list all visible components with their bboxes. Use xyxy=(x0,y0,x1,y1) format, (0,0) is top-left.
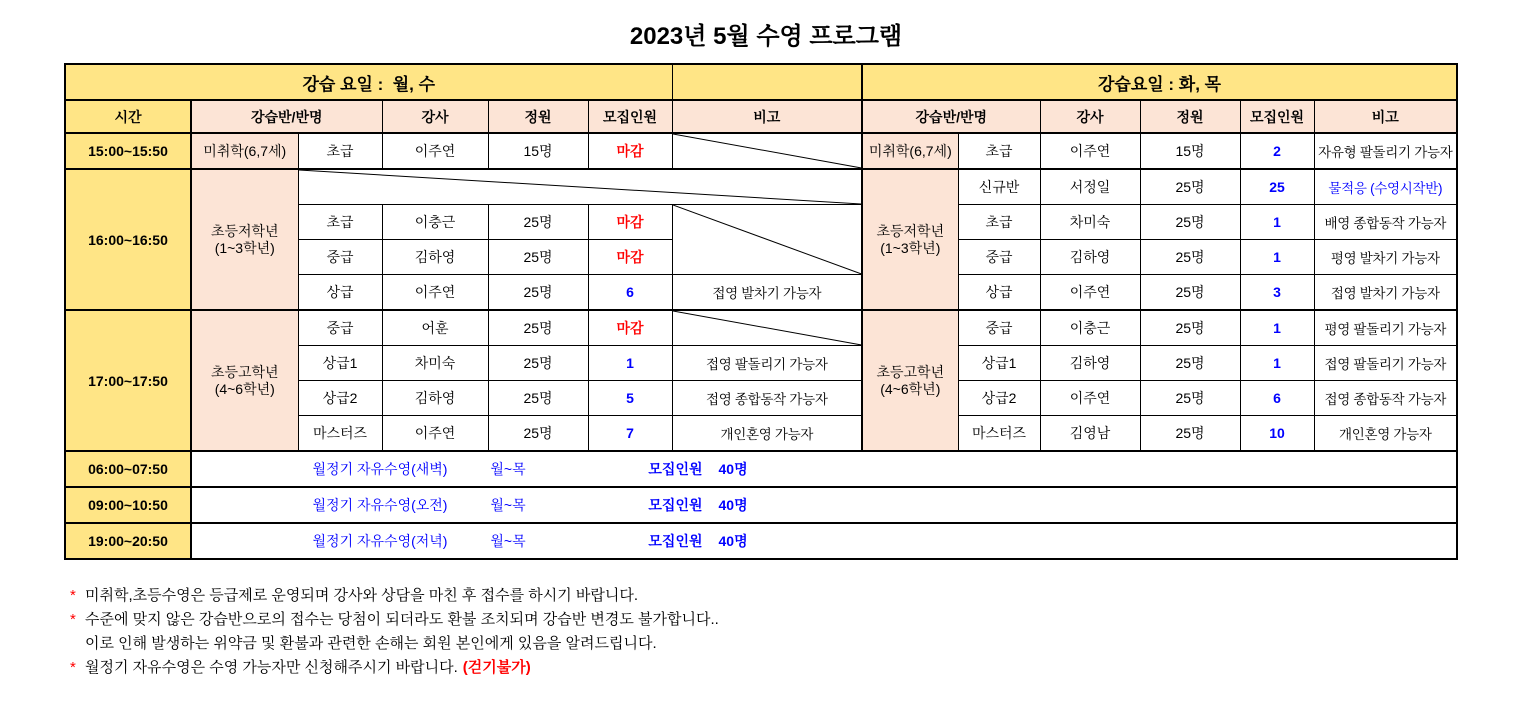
group-cell xyxy=(191,310,298,451)
footer-notes xyxy=(70,584,1532,680)
note-cell: 접영 팔돌리기 가능자 xyxy=(672,346,862,381)
header-gap-cell xyxy=(672,64,862,100)
recruit-cell: 1 xyxy=(588,346,672,381)
col-header-class-right: 강습반/반명 xyxy=(862,100,1040,133)
free-swim-cell xyxy=(191,487,1457,523)
instructor-cell: 김하영 xyxy=(1040,346,1140,381)
capacity-cell: 25명 xyxy=(488,416,588,452)
note-cell-empty xyxy=(672,205,862,275)
level-cell: 마스터즈 xyxy=(298,416,382,452)
free-swim-recruit xyxy=(578,495,818,515)
note-bullet: * xyxy=(70,587,76,604)
group-grade: (1~3학년) xyxy=(214,239,275,256)
diagonal-line xyxy=(299,170,862,204)
level-cell: 상급2 xyxy=(958,381,1040,416)
note-line xyxy=(70,608,1532,632)
level-cell: 신규반 xyxy=(958,169,1040,205)
col-header-note-left: 비고 xyxy=(672,100,862,133)
capacity-cell: 25명 xyxy=(1140,205,1240,240)
note-cell: 평영 팔돌리기 가능자 xyxy=(1314,310,1457,346)
note-bullet xyxy=(70,632,85,656)
capacity-cell: 25명 xyxy=(488,310,588,346)
level-cell: 초급 xyxy=(958,205,1040,240)
note-text: 수준에 맞지 않은 강습반으로의 접수는 당첨이 되더라도 환불 조치되며 강습반 변경도 불가합니다.. xyxy=(85,611,719,628)
diagonal-line xyxy=(673,205,862,274)
col-header-recruit-left: 모집인원 xyxy=(588,100,672,133)
capacity-cell: 25명 xyxy=(1140,275,1240,311)
table-row xyxy=(65,169,1457,205)
group-cell xyxy=(862,310,958,451)
free-swim-recruit-label: 모집인원 xyxy=(648,533,703,549)
capacity-cell: 15명 xyxy=(1140,133,1240,169)
capacity-cell: 25명 xyxy=(1140,416,1240,452)
capacity-cell: 25명 xyxy=(1140,240,1240,275)
time-cell: 17:00~17:50 xyxy=(65,310,191,451)
free-swim-days: 월~목 xyxy=(490,497,526,513)
free-swim-name: 월정기 자유수영(새벽) xyxy=(312,461,448,477)
time-cell: 06:00~07:50 xyxy=(65,451,191,487)
note-cell-empty xyxy=(672,310,862,346)
group-cell xyxy=(191,169,298,310)
capacity-cell: 25명 xyxy=(488,381,588,416)
time-cell: 16:00~16:50 xyxy=(65,169,191,310)
level-cell: 상급1 xyxy=(958,346,1040,381)
group-grade: (4~6학년) xyxy=(880,380,941,397)
col-header-time: 시간 xyxy=(65,100,191,133)
group-cell xyxy=(862,169,958,310)
recruit-cell: 1 xyxy=(1240,310,1314,346)
instructor-cell: 이충근 xyxy=(1040,310,1140,346)
level-cell: 상급1 xyxy=(298,346,382,381)
diagonal-line xyxy=(673,311,862,345)
free-swim-cell xyxy=(191,451,1457,487)
level-cell: 초급 xyxy=(958,133,1040,169)
instructor-cell: 차미숙 xyxy=(382,346,488,381)
free-swim-recruit-label: 모집인원 xyxy=(648,461,703,477)
recruit-cell: 마감 xyxy=(588,133,672,169)
instructor-cell: 김하영 xyxy=(382,240,488,275)
free-swim-recruit-label: 모집인원 xyxy=(648,497,703,513)
free-swim-recruit-count: 40명 xyxy=(718,533,748,549)
free-swim-recruit xyxy=(578,531,818,551)
recruit-cell: 5 xyxy=(588,381,672,416)
recruit-cell: 7 xyxy=(588,416,672,452)
level-cell: 중급 xyxy=(958,310,1040,346)
note-cell: 자유형 팔돌리기 가능자 xyxy=(1314,133,1457,169)
free-swim-days: 월~목 xyxy=(490,533,526,549)
level-cell: 중급 xyxy=(298,310,382,346)
group-cell: 미취학(6,7세) xyxy=(862,133,958,169)
capacity-cell: 25명 xyxy=(1140,346,1240,381)
free-swim-name: 월정기 자유수영(오전) xyxy=(312,497,448,513)
group-name: 초등저학년 xyxy=(210,222,279,239)
note-line xyxy=(70,656,1532,680)
instructor-cell: 이주연 xyxy=(1040,381,1140,416)
col-header-note-right: 비고 xyxy=(1314,100,1457,133)
time-cell: 15:00~15:50 xyxy=(65,133,191,169)
level-cell: 초급 xyxy=(298,133,382,169)
capacity-cell: 25명 xyxy=(1140,381,1240,416)
recruit-cell: 마감 xyxy=(588,310,672,346)
note-bullet: * xyxy=(70,611,76,628)
free-swim-cell xyxy=(191,523,1457,559)
instructor-cell: 이주연 xyxy=(1040,133,1140,169)
diagonal-line xyxy=(673,134,862,168)
recruit-cell: 1 xyxy=(1240,205,1314,240)
instructor-cell: 이주연 xyxy=(382,275,488,311)
table-row xyxy=(65,64,1457,100)
note-cell: 평영 발차기 가능자 xyxy=(1314,240,1457,275)
table-row xyxy=(65,523,1457,559)
instructor-cell: 김하영 xyxy=(382,381,488,416)
recruit-cell: 2 xyxy=(1240,133,1314,169)
recruit-cell: 1 xyxy=(1240,240,1314,275)
recruit-cell: 6 xyxy=(1240,381,1314,416)
group-grade: (1~3학년) xyxy=(880,239,941,256)
level-cell: 상급2 xyxy=(298,381,382,416)
free-swim-recruit-count: 40명 xyxy=(718,497,748,513)
time-cell: 09:00~10:50 xyxy=(65,487,191,523)
recruit-cell: 3 xyxy=(1240,275,1314,311)
col-header-class-left: 강습반/반명 xyxy=(191,100,382,133)
col-header-instructor-right: 강사 xyxy=(1040,100,1140,133)
level-cell: 초급 xyxy=(298,205,382,240)
level-cell: 상급 xyxy=(958,275,1040,311)
right-days-header: 강습요일 : 화, 목 xyxy=(862,64,1457,100)
instructor-cell: 이충근 xyxy=(382,205,488,240)
note-line xyxy=(70,584,1532,608)
col-header-recruit-right: 모집인원 xyxy=(1240,100,1314,133)
group-name: 초등고학년 xyxy=(876,363,945,380)
note-cell-empty xyxy=(672,133,862,169)
instructor-cell: 김하영 xyxy=(1040,240,1140,275)
recruit-cell: 1 xyxy=(1240,346,1314,381)
note-cell: 개인혼영 가능자 xyxy=(1314,416,1457,452)
instructor-cell: 차미숙 xyxy=(1040,205,1140,240)
col-header-capacity-right: 정원 xyxy=(1140,100,1240,133)
instructor-cell: 이주연 xyxy=(1040,275,1140,311)
note-text: 이로 인해 발생하는 위약금 및 환불과 관련한 손해는 회원 본인에게 있음을 알려드립니다. xyxy=(85,635,657,652)
note-cell: 접영 발차기 가능자 xyxy=(1314,275,1457,311)
recruit-cell: 6 xyxy=(588,275,672,311)
table-row xyxy=(65,133,1457,169)
instructor-cell: 김영남 xyxy=(1040,416,1140,452)
page-title: 2023년 5월 수영 프로그램 xyxy=(629,23,903,50)
note-text: 월정기 자유수영은 수영 가능자만 신청해주시기 바랍니다. xyxy=(85,659,458,676)
swim-schedule-table xyxy=(64,63,1458,560)
note-cell: 접영 종합동작 가능자 xyxy=(672,381,862,416)
table-row xyxy=(65,451,1457,487)
note-line xyxy=(70,632,1532,656)
left-days-header: 강습 요일 : 월, 수 xyxy=(65,64,672,100)
note-cell: 접영 종합동작 가능자 xyxy=(1314,381,1457,416)
level-cell: 중급 xyxy=(298,240,382,275)
col-header-capacity-left: 정원 xyxy=(488,100,588,133)
capacity-cell: 25명 xyxy=(488,275,588,311)
free-swim-days: 월~목 xyxy=(490,461,526,477)
table-row xyxy=(65,100,1457,133)
level-cell: 마스터즈 xyxy=(958,416,1040,452)
group-name: 초등저학년 xyxy=(876,222,945,239)
table-row xyxy=(65,487,1457,523)
note-cell: 접영 팔돌리기 가능자 xyxy=(1314,346,1457,381)
recruit-cell: 25 xyxy=(1240,169,1314,205)
recruit-cell: 마감 xyxy=(588,240,672,275)
recruit-cell: 10 xyxy=(1240,416,1314,452)
instructor-cell: 서정일 xyxy=(1040,169,1140,205)
empty-merged-cell xyxy=(298,169,862,205)
note-cell: 개인혼영 가능자 xyxy=(672,416,862,452)
note-text: 미취학,초등수영은 등급제로 운영되며 강사와 상담을 마친 후 접수를 하시기 바랍니다. xyxy=(85,587,638,604)
capacity-cell: 25명 xyxy=(488,240,588,275)
table-row xyxy=(65,310,1457,346)
free-swim-recruit-count: 40명 xyxy=(718,461,748,477)
instructor-cell: 이주연 xyxy=(382,133,488,169)
note-bullet: * xyxy=(70,659,76,676)
note-cell: 접영 발차기 가능자 xyxy=(672,275,862,311)
capacity-cell: 25명 xyxy=(488,205,588,240)
note-cell: 물적응 (수영시작반) xyxy=(1314,169,1457,205)
group-cell: 미취학(6,7세) xyxy=(191,133,298,169)
instructor-cell: 어훈 xyxy=(382,310,488,346)
note-text-red: (걷기불가) xyxy=(462,659,531,676)
free-swim-recruit xyxy=(578,459,818,479)
level-cell: 상급 xyxy=(298,275,382,311)
note-cell: 배영 종합동작 가능자 xyxy=(1314,205,1457,240)
col-header-instructor-left: 강사 xyxy=(382,100,488,133)
free-swim-name: 월정기 자유수영(저녁) xyxy=(312,533,448,549)
capacity-cell: 25명 xyxy=(488,346,588,381)
time-cell: 19:00~20:50 xyxy=(65,523,191,559)
group-name: 초등고학년 xyxy=(210,363,279,380)
level-cell: 중급 xyxy=(958,240,1040,275)
group-grade: (4~6학년) xyxy=(214,380,275,397)
capacity-cell: 25명 xyxy=(1140,169,1240,205)
capacity-cell: 25명 xyxy=(1140,310,1240,346)
recruit-cell: 마감 xyxy=(588,205,672,240)
capacity-cell: 15명 xyxy=(488,133,588,169)
instructor-cell: 이주연 xyxy=(382,416,488,452)
